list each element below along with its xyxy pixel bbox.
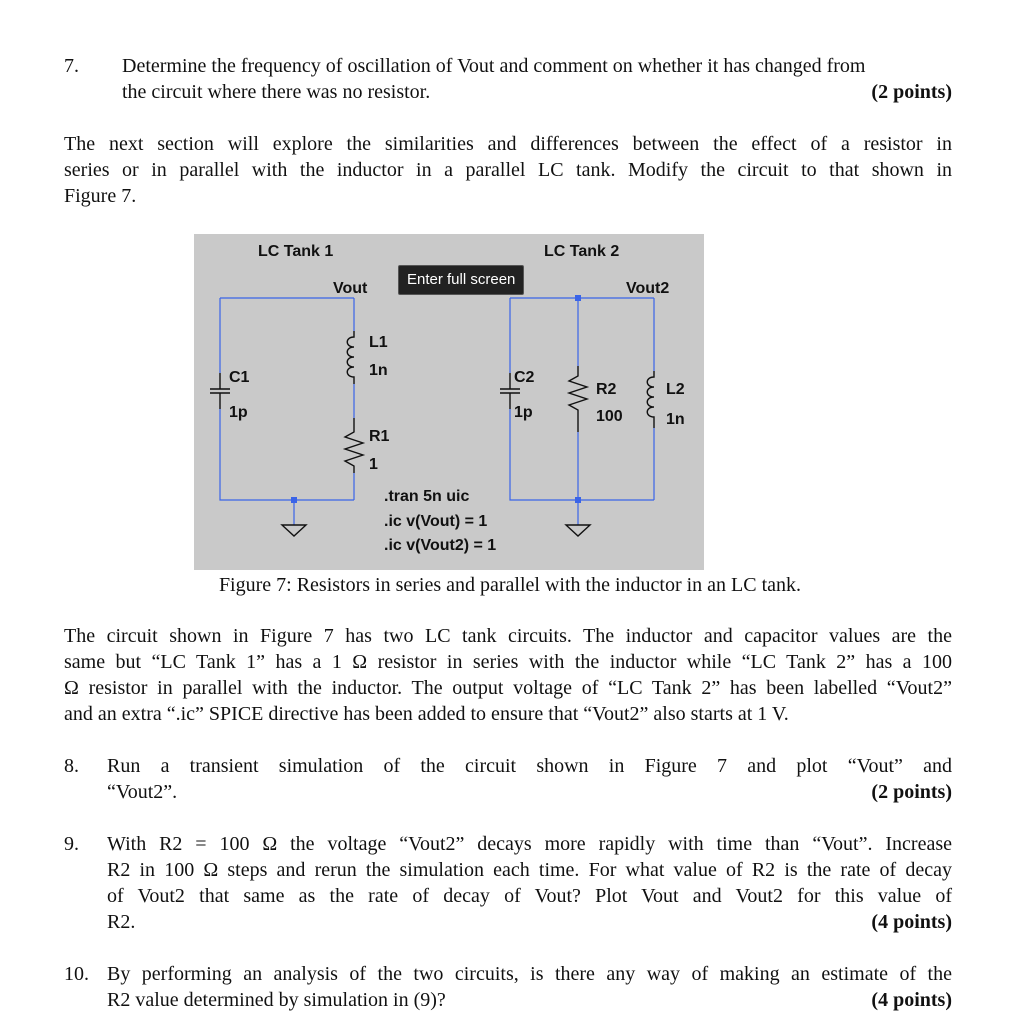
spice-directive: .ic v(Vout2) = 1 — [384, 537, 497, 554]
ground-node-2 — [575, 497, 581, 503]
question-7-line: Determine the frequency of oscillation of Vout and comment on whether it has changed from — [122, 55, 866, 77]
intro-line: The next section will explore the similarities and differences between the effect of a resistor in — [64, 133, 952, 155]
question-10-text — [107, 961, 952, 1013]
question-7-line: the circuit where there was no resistor. — [122, 81, 431, 103]
question-7-text — [122, 53, 952, 105]
figure-7-caption: Figure 7: Resistors in series and parallel with the inductor in an LC tank. — [218, 574, 802, 596]
ground-symbol-1 — [282, 525, 306, 536]
r1-value: 1 — [369, 456, 378, 473]
question-9-points: (4 points) — [871, 911, 952, 933]
question-9-line: of Vout2 that same as the rate of decay of Vout? Plot Vout and Vout2 for this value of — [107, 885, 952, 907]
r2-value: 100 — [596, 408, 623, 425]
r2-name: R2 — [596, 381, 617, 398]
question-9-text — [107, 831, 952, 935]
question-9-line: With R2 = 100 Ω the voltage “Vout2” decays more rapidly with time than “Vout”. Increase — [107, 833, 952, 855]
question-7-points: (2 points) — [871, 81, 952, 103]
vout-label: Vout — [333, 280, 368, 297]
question-9-line: R2 in 100 Ω steps and rerun the simulation each time. For what value of R2 is the rate of decay — [107, 859, 952, 881]
question-9-line: R2. — [107, 911, 136, 933]
intro-paragraph — [64, 131, 952, 209]
intro-line: series or in parallel with the inductor in a parallel LC tank. Modify the circuit to that shown in — [64, 159, 952, 181]
l1-value: 1n — [369, 362, 388, 379]
description-line: Ω resistor in parallel with the inductor. The output voltage of “LC Tank 2” has been labelled “Vout2” — [64, 677, 952, 699]
question-8-points: (2 points) — [871, 781, 952, 803]
enter-full-screen-tooltip[interactable]: Enter full screen — [398, 265, 524, 295]
description-line: same but “LC Tank 1” has a 1 Ω resistor in series with the inductor while “LC Tank 2” has a 100 — [64, 651, 952, 673]
l2-value: 1n — [666, 411, 685, 428]
question-10-line: By performing an analysis of the two circuits, is there any way of making an estimate of the — [107, 963, 952, 985]
tank2-title: LC Tank 2 — [544, 243, 620, 260]
vout2-label: Vout2 — [626, 280, 670, 297]
question-9-number: 9. — [64, 833, 79, 855]
question-8-line: Run a transient simulation of the circuit shown in Figure 7 and plot “Vout” and — [107, 755, 952, 777]
description-line: and an extra “.ic” SPICE directive has been added to ensure that “Vout2” also starts at 1 V. — [64, 703, 789, 725]
spice-directive: .ic v(Vout) = 1 — [384, 513, 488, 530]
question-8-text — [107, 753, 952, 805]
description-paragraph — [64, 623, 952, 727]
question-7-number: 7. — [64, 55, 79, 77]
r1-symbol — [345, 418, 363, 473]
intro-line: Figure 7. — [64, 185, 137, 207]
question-8-line: “Vout2”. — [107, 781, 178, 803]
spice-directive: .tran 5n uic — [384, 488, 470, 505]
c1-value: 1p — [229, 404, 248, 421]
question-10-line: R2 value determined by simulation in (9)? — [107, 989, 446, 1011]
question-10-points: (4 points) — [871, 989, 952, 1011]
l2-symbol — [647, 371, 654, 428]
l1-symbol — [347, 331, 354, 384]
r1-name: R1 — [369, 428, 390, 445]
question-10-number: 10. — [64, 963, 89, 985]
description-line: The circuit shown in Figure 7 has two LC tank circuits. The inductor and capacitor values are the — [64, 625, 952, 647]
r2-symbol — [569, 366, 587, 432]
l1-name: L1 — [369, 334, 388, 351]
ground-node-1 — [291, 497, 297, 503]
question-8-number: 8. — [64, 755, 79, 777]
c2-name: C2 — [514, 369, 535, 386]
c1-name: C1 — [229, 369, 250, 386]
vout2-node — [575, 295, 581, 301]
c1-symbol — [210, 373, 230, 409]
tank1-title: LC Tank 1 — [258, 243, 334, 260]
ground-symbol-2 — [566, 525, 590, 536]
l2-name: L2 — [666, 381, 685, 398]
c2-value: 1p — [514, 404, 533, 421]
